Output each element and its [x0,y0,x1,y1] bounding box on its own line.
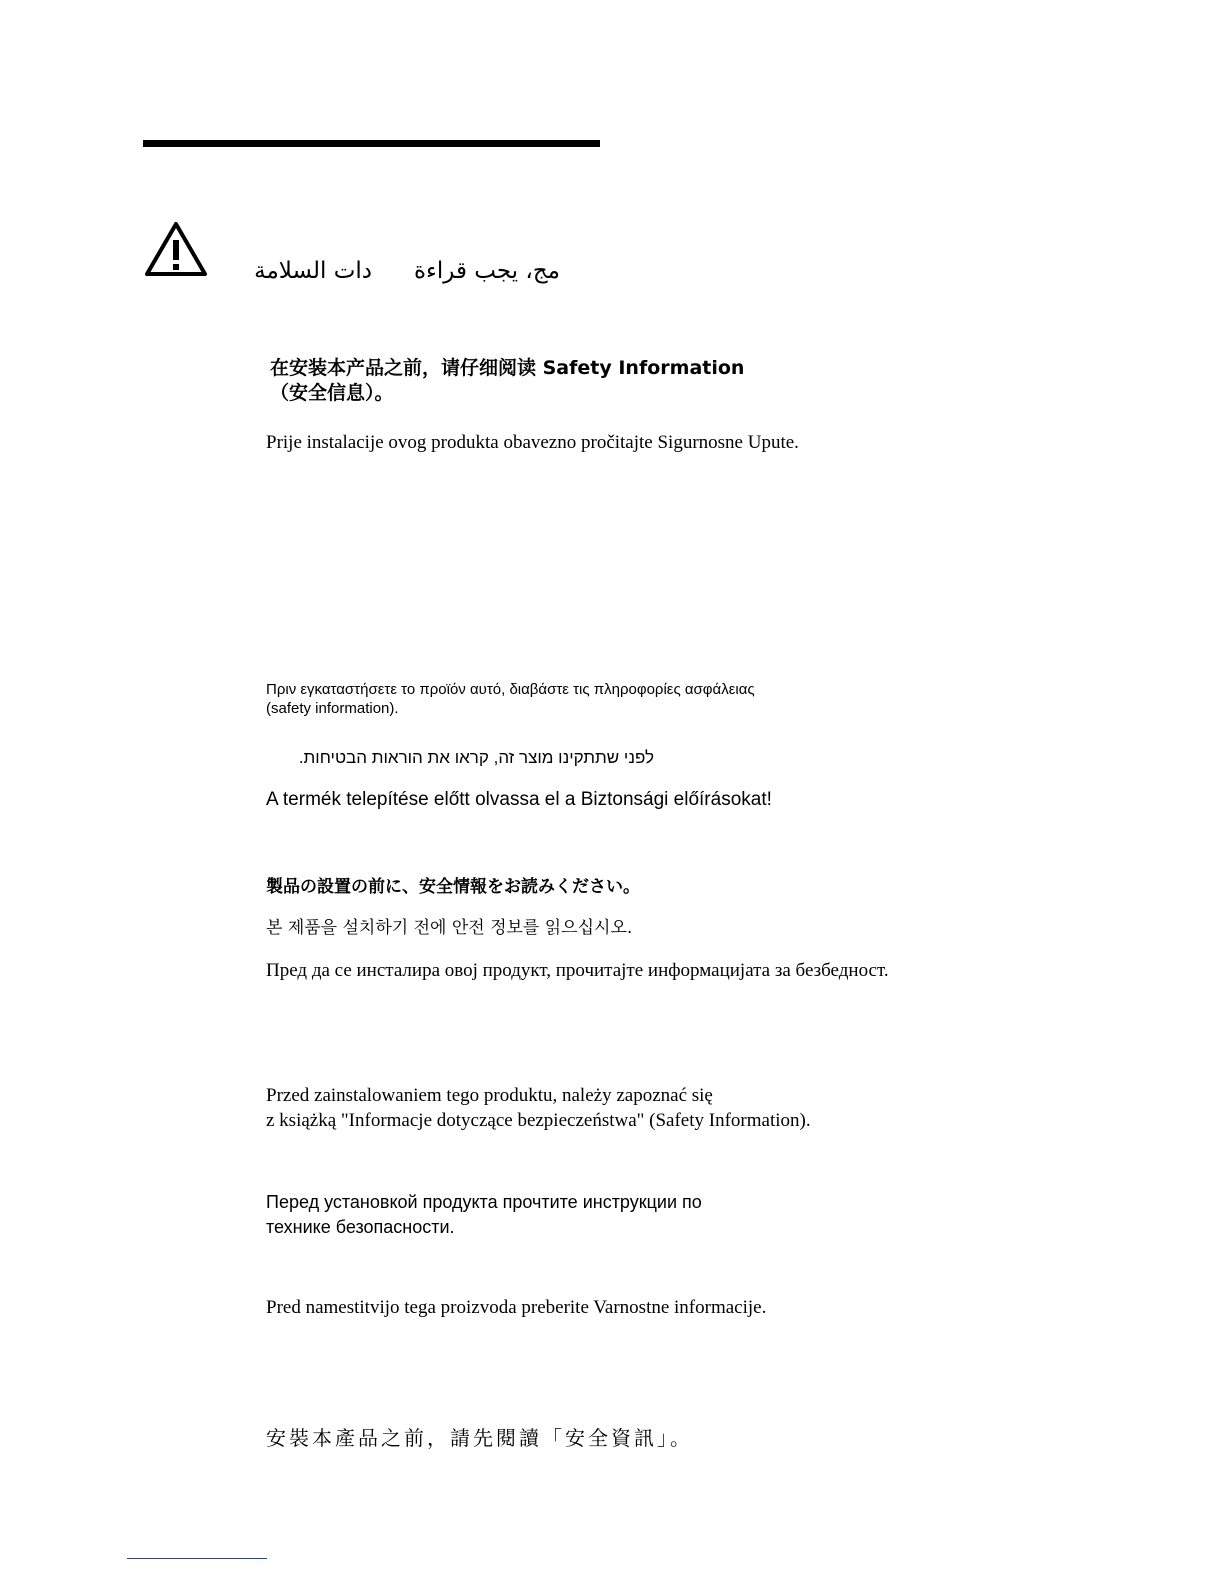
notice-greek-line2: (safety information). [266,700,399,717]
notice-chinese-simplified [270,356,744,406]
notice-arabic-part1: مج، يجب قراءة [414,258,560,284]
notice-arabic-part2: دات السلامة [254,258,372,284]
notice-russian-line2: технике безопасности. [266,1217,455,1237]
notice-hebrew: לפני שתתקינו מוצר זה, קראו את הוראות הבטיחות. [298,748,654,767]
notice-polish-line1: Przed zainstalowaniem tego produktu, należy zapoznać się [266,1085,713,1106]
notice-russian-line1: Перед установкой продукта прочтите инструкции по [266,1192,702,1212]
notice-macedonian: Пред да се инсталира овој продукт, прочитајте информацијата за безбедност. [266,960,889,981]
notice-arabic [254,255,560,287]
notice-greek-line1: Πριν εγκαταστήσετε το προϊόν αυτό, διαβάστε τις πληροφορίες ασφάλειας [266,681,755,698]
notice-russian [266,1190,702,1240]
notice-chinese-traditional: 安裝本產品之前，請先閱讀「安全資訊」。 [266,1426,693,1450]
notice-korean: 본 제품을 설치하기 전에 안전 정보를 읽으십시오. [266,918,633,938]
section-rule [143,140,600,147]
notice-polish-line2: z książką "Informacje dotyczące bezpieczeństwa" (Safety Information). [266,1110,811,1131]
footnote-rule [127,1558,267,1559]
notice-polish [266,1083,811,1133]
notice-croatian: Prije instalacije ovog produkta obavezno pročitajte Sigurnosne Upute. [266,432,799,453]
notice-hungarian: A termék telepítése előtt olvassa el a Biztonsági előírásokat! [266,789,772,810]
notice-chinese-simplified-line1: 在安装本产品之前，请仔细阅读 Safety Information [270,357,745,379]
notice-slovenian: Pred namestitvijo tega proizvoda preberite Varnostne informacije. [266,1297,767,1318]
notice-chinese-simplified-line2: （安全信息）。 [270,382,394,404]
notice-greek [266,680,755,718]
notice-japanese: 製品の設置の前に、安全情報をお読みください。 [266,877,640,897]
warning-triangle-icon [144,220,208,278]
